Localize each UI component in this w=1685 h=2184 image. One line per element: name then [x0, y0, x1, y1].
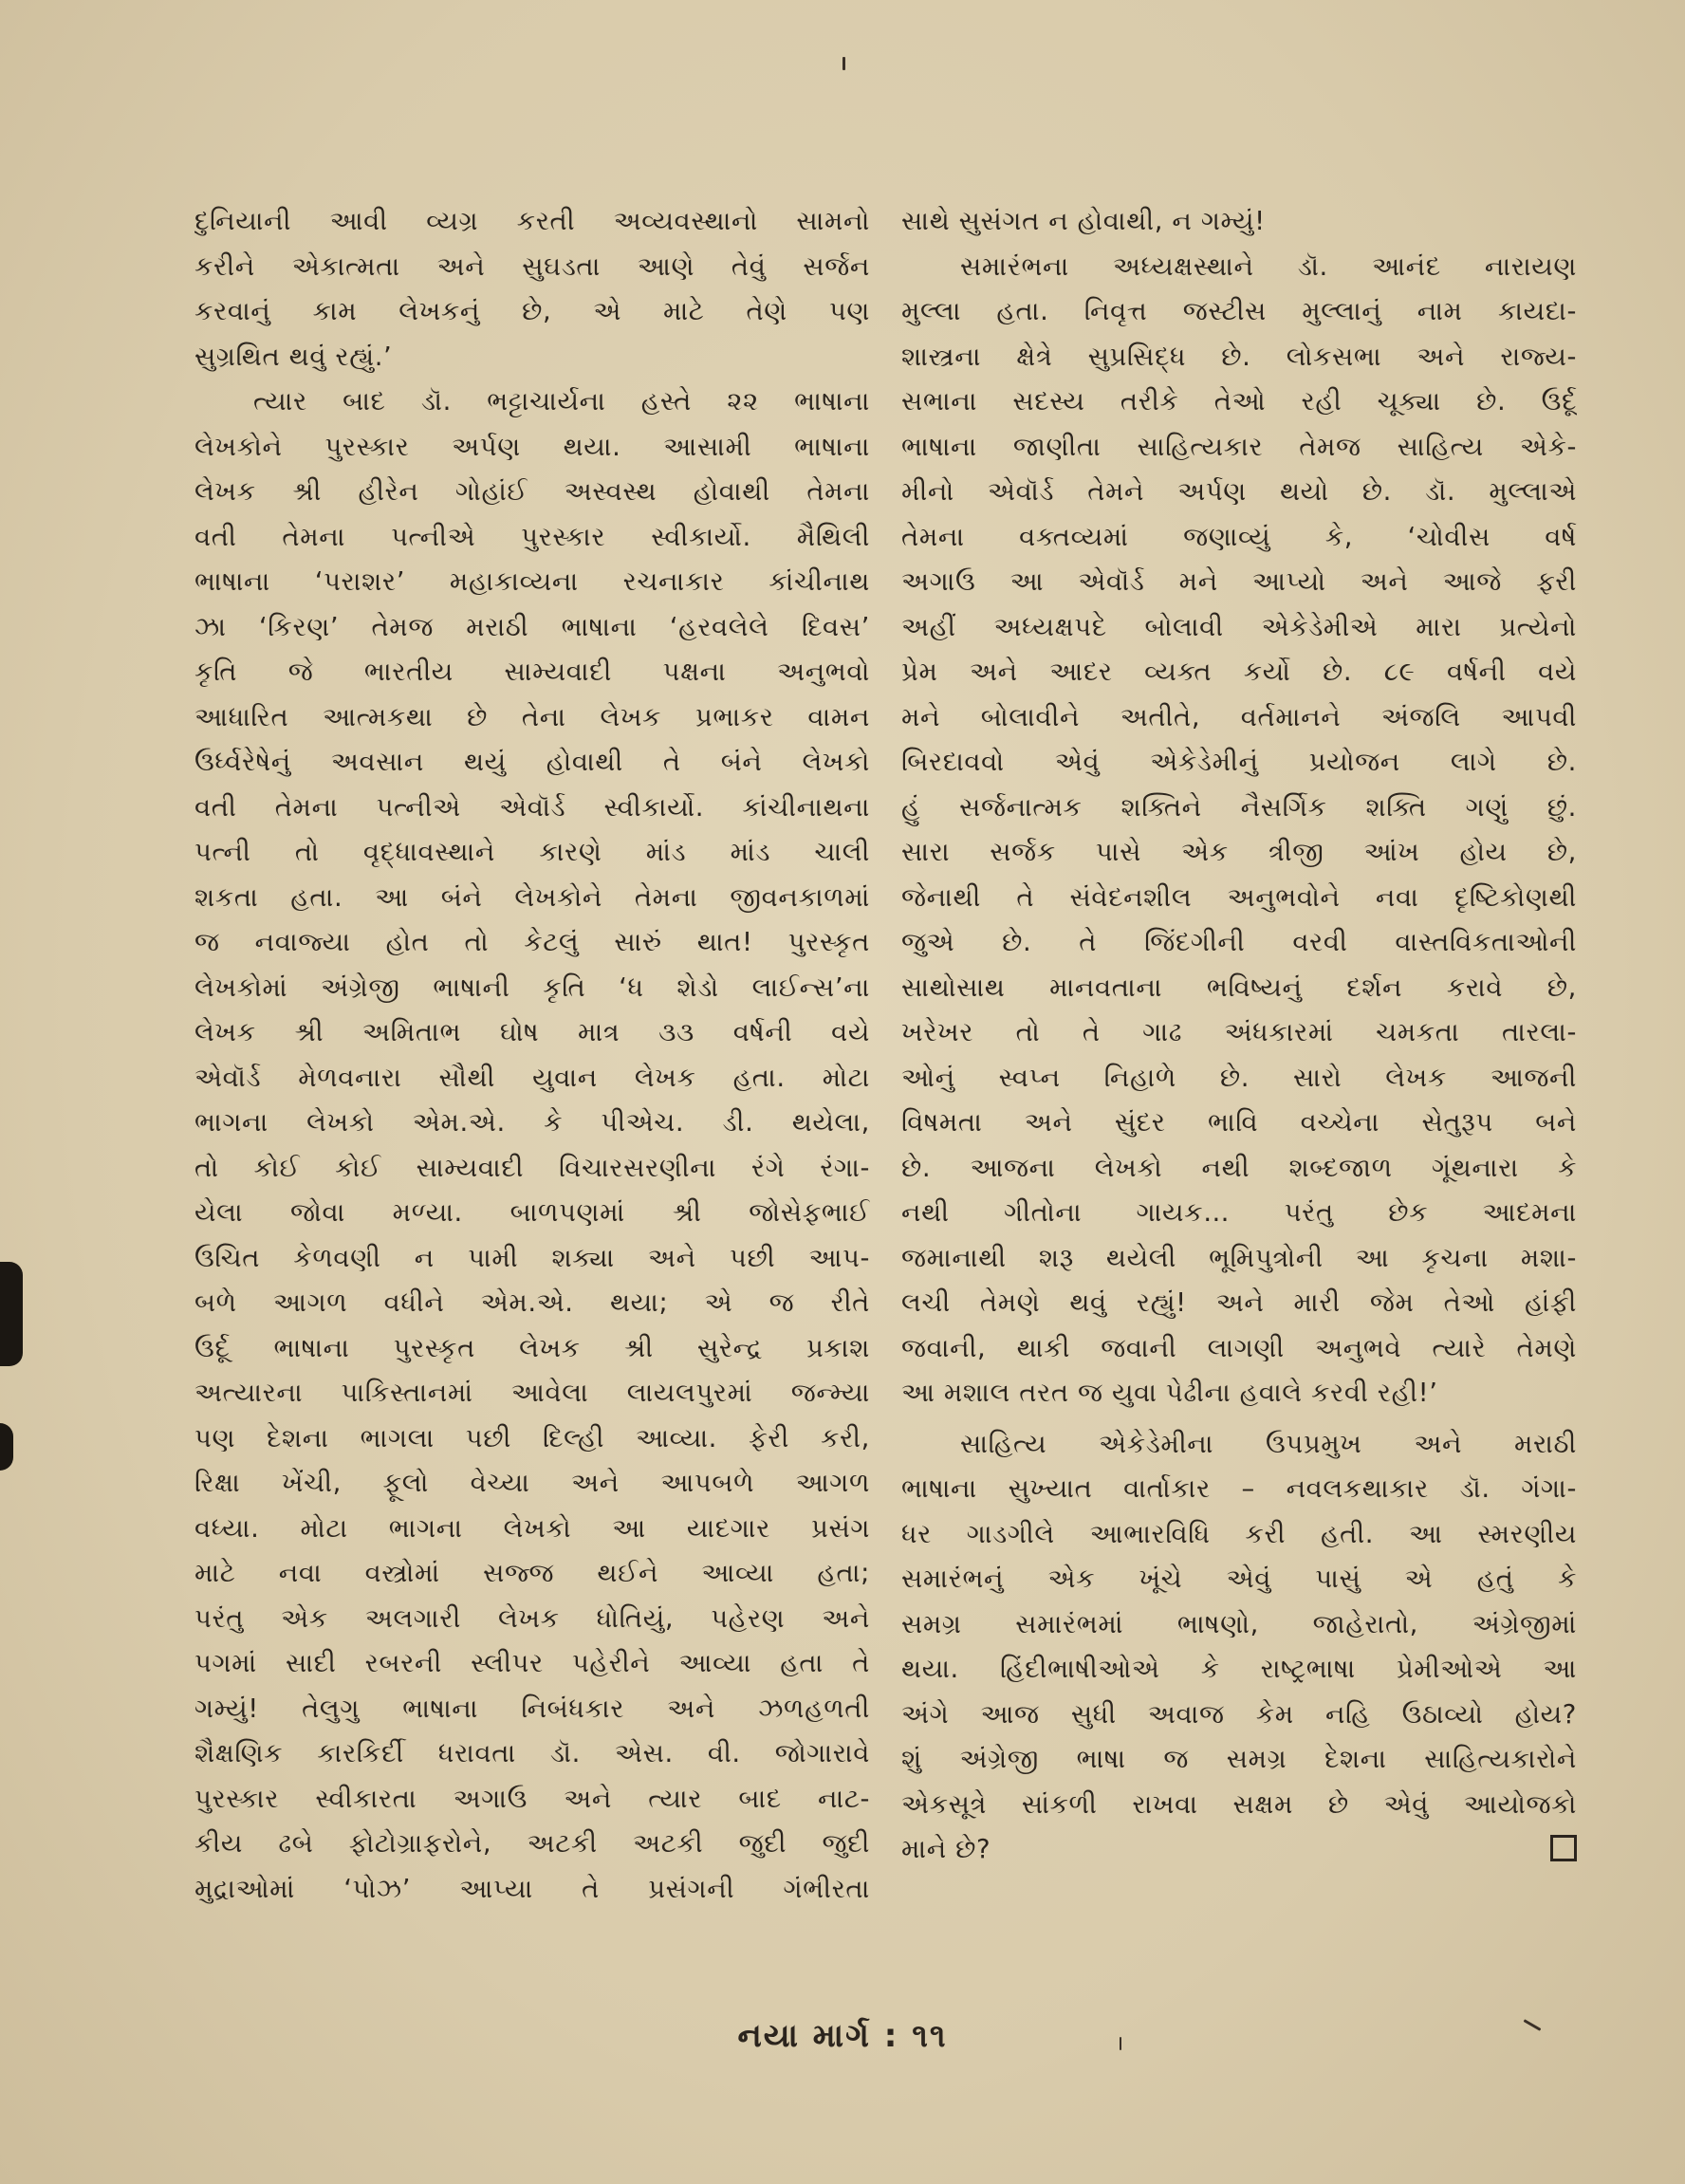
text-line: કૃતિ જે ભારતીય સામ્યવાદી પક્ષના અનુભવો — [194, 657, 870, 687]
text-line: તેમના વક્તવ્યમાં જણાવ્યું કે, ‘ચોવીસ વર્ષ — [901, 521, 1577, 552]
right-column-lines — [901, 199, 1577, 1827]
text-line: એકસૂત્રે સાંકળી રાખવા સક્ષમ છે એવું આયોજકો — [901, 1788, 1577, 1820]
text-line: અત્યારના પાકિસ્તાનમાં આવેલા લાયલપુરમાં જન્મ્યા — [194, 1378, 870, 1408]
page-footer: નયા માર્ગ : ૧૧ — [737, 2017, 948, 2055]
text-line: ભાષાના સુખ્યાત વાર્તાકાર – નવલકથાકાર ડૉ. ગંગા- — [901, 1473, 1577, 1504]
text-line: સાહિત્ય એકેડેમીના ઉપપ્રમુખ અને મરાઠી — [960, 1428, 1577, 1459]
text-line: પત્ની તો વૃદ્ધાવસ્થાને કારણે માંડ માંડ ચાલી — [194, 837, 870, 867]
text-line: કરવાનું કામ લેખકનું છે, એ માટે તેણે પણ — [194, 296, 870, 326]
text-line: લેખક શ્રી હીરેન ગોહાંઈ અસ્વસ્થ હોવાથી તેમના — [194, 476, 870, 507]
text-line: સાથોસાથ માનવતાના ભવિષ્યનું દર્શન કરાવે છે, — [901, 972, 1577, 1003]
text-line: રિક્ષા ખેંચી, ફૂલો વેચ્યા અને આપબળે આગળ — [194, 1468, 870, 1498]
text-line: વતી તેમના પત્નીએ પુરસ્કાર સ્વીકાર્યો. મૈથિલી — [194, 521, 870, 552]
text-line: શું અંગ્રેજી ભાષા જ સમગ્ર દેશના સાહિત્યકારોને — [901, 1744, 1577, 1774]
text-line: ભાષાના જાણીતા સાહિત્યકાર તેમજ સાહિત્ય એકે- — [901, 431, 1577, 462]
text-line: સભાના સદસ્ય તરીકે તેઓ રહી ચૂક્યા છે. ઉર્દૂ — [901, 386, 1577, 416]
text-line: સારા સર્જક પાસે એક ત્રીજી આંખ હોય છે, — [901, 837, 1577, 867]
text-line: ભાગના લેખકો એમ.એ. કે પીએચ. ડી. થયેલા, — [194, 1107, 870, 1138]
text-line: નથી ગીતોના ગાયક… પરંતુ છેક આદમના — [901, 1197, 1577, 1228]
text-line: દુનિયાની આવી વ્યગ્ર કરતી અવ્યવસ્થાનો સામનો — [194, 206, 870, 236]
left-column — [194, 199, 870, 1912]
text-line: જુએ છે. તે જિંદગીની વરવી વાસ્તવિકતાઓની — [901, 927, 1577, 957]
text-line: આ મશાલ તરત જ યુવા પેઢીના હવાલે કરવી રહી!’ — [901, 1378, 1438, 1408]
text-line: છે. આજના લેખકો નથી શબ્દજાળ ગૂંથનારા કે — [901, 1152, 1577, 1183]
text-line: સમારંભના અધ્યક્ષસ્થાને ડૉ. આનંદ નારાયણ — [960, 250, 1577, 282]
paper-speck — [842, 57, 845, 70]
text-line: સાથે સુસંગત ન હોવાથી, ન ગમ્યું! — [901, 206, 1266, 236]
text-line: બિરદાવવો એવું એકેડેમીનું પ્રયોજન લાગે છે. — [901, 747, 1577, 777]
text-line: બળે આગળ વધીને એમ.એ. થયા; એ જ રીતે — [194, 1287, 870, 1318]
text-line: ઉર્દૂ ભાષાના પુરસ્કૃત લેખક શ્રી સુરેન્દ્ર પ્રકાશ — [194, 1332, 870, 1363]
text-line: ઉર્ધ્વરેષેનું અવસાન થયું હોવાથી તે બંને લેખકો — [194, 747, 870, 777]
binding-damage — [0, 1262, 23, 1366]
text-line: જવાની, થાકી જવાની લાગણી અનુભવે ત્યારે તેમણે — [901, 1332, 1577, 1363]
text-line: સમગ્ર સમારંભમાં ભાષણો, જાહેરાતો, અંગ્રેજીમાં — [901, 1608, 1577, 1639]
binding-damage — [0, 1423, 13, 1471]
text-line: માને છે? — [901, 1834, 991, 1864]
text-line: અહીં અધ્યક્ષપદે બોલાવી એકેડેમીએ મારા પ્રત્યેનો — [901, 611, 1577, 642]
text-line: લેખક શ્રી અમિતાભ ઘોષ માત્ર ૩૩ વર્ષની વયે — [194, 1017, 870, 1047]
text-line: પણ દેશના ભાગલા પછી દિલ્હી આવ્યા. ફેરી કરી, — [194, 1422, 870, 1453]
text-line: વતી તેમના પત્નીએ એવૉર્ડ સ્વીકાર્યો. કાંચીનાથના — [194, 791, 870, 823]
text-line: લચી તેમણે થવું રહ્યું! અને મારી જેમ તેઓ હાંફી — [901, 1287, 1577, 1318]
text-line: કીય ઢબે ફોટોગ્રાફરોને, અટકી અટકી જુદી જુદી — [194, 1828, 870, 1859]
text-line: પગમાં સાદી રબરની સ્લીપર પહેરીને આવ્યા હતા તે — [194, 1648, 870, 1678]
text-line: પરંતુ એક અલગારી લેખક ધોતિયું, પહેરણ અને — [194, 1602, 870, 1634]
text-line: યેલા જોવા મળ્યા. બાળપણમાં શ્રી જોસેફભાઈ — [194, 1197, 870, 1228]
text-line: લેખકોને પુરસ્કાર અર્પણ થયા. આસામી ભાષાના — [194, 431, 870, 462]
text-line: પ્રેમ અને આદર વ્યક્ત કર્યો છે. ૮૯ વર્ષની વયે — [901, 657, 1577, 687]
text-line: થયા. હિંદીભાષીઓએ કે રાષ્ટ્રભાષા પ્રેમીઓએ આ — [901, 1654, 1577, 1684]
text-line: ઓનું સ્વપ્ન નિહાળે છે. સારો લેખક આજની — [901, 1062, 1577, 1093]
text-line: પુરસ્કાર સ્વીકારતા અગાઉ અને ત્યાર બાદ નાટ- — [194, 1783, 870, 1814]
text-line: ઝા ‘કિરણ’ તેમજ મરાઠી ભાષાના ‘હરવલેલે દિવસ’ — [194, 611, 870, 642]
end-of-article-box-icon — [1550, 1835, 1577, 1861]
text-line: ભાષાના ‘પરાશર’ મહાકાવ્યના રચનાકાર કાંચીનાથ — [194, 566, 870, 597]
text-line: જમાનાથી શરૂ થયેલી ભૂમિપુત્રોની આ કૃચના મશા- — [901, 1242, 1577, 1273]
text-line: આધારિત આત્મકથા છે તેના લેખક પ્રભાકર વામન — [194, 701, 870, 732]
text-line: મીનો એવૉર્ડ તેમને અર્પણ થયો છે. ડૉ. મુલ્લાએ — [901, 476, 1577, 507]
text-line: વિષમતા અને સુંદર ભાવિ વચ્ચેના સેતુરૂપ બને — [901, 1107, 1577, 1138]
text-line: વધ્યા. મોટા ભાગના લેખકો આ યાદગાર પ્રસંગ — [194, 1512, 870, 1544]
text-line: કરીને એકાત્મતા અને સુઘડતા આણે તેવું સર્જન — [194, 250, 870, 282]
right-column — [901, 199, 1577, 1873]
text-line: મુલ્લા હતા. નિવૃત્ત જસ્ટીસ મુલ્લાનું નામ કાયદા- — [901, 296, 1577, 326]
text-line: સમારંભનું એક ખૂંચે એવું પાસું એ હતું કે — [901, 1564, 1577, 1594]
text-line: અગાઉ આ એવૉર્ડ મને આપ્યો અને આજે ફરી — [901, 566, 1577, 597]
text-line: માટે નવા વસ્ત્રોમાં સજ્જ થઈને આવ્યા હતા; — [194, 1558, 870, 1588]
text-line: ત્યાર બાદ ડૉ. ભટ્ટાચાર્યના હસ્તે ૨૨ ભાષાના — [253, 386, 870, 416]
text-line: શાસ્ત્રના ક્ષેત્રે સુપ્રસિદ્ધ છે. લોકસભા અને રાજ્ય- — [901, 341, 1577, 372]
text-line: ખરેખર તો તે ગાઢ અંધકારમાં ચમકતા તારલા- — [901, 1017, 1577, 1047]
text-line: મને બોલાવીને અતીતે, વર્તમાનને અંજલિ આપવી — [901, 701, 1577, 732]
text-line: અંગે આજ સુધી અવાજ કેમ નહિ ઉઠાવ્યો હોય? — [901, 1698, 1577, 1730]
text-line: જ નવાજ્યા હોત તો કેટલું સારું થાત! પુરસ્કૃત — [194, 927, 870, 957]
text-line: જેનાથી તે સંવેદનશીલ અનુભવોને નવા દૃષ્ટિકોણથી — [901, 881, 1577, 913]
text-line: ઉચિત કેળવણી ન પામી શક્યા અને પછી આપ- — [194, 1242, 870, 1273]
text-line: તો કોઈ કોઈ સામ્યવાદી વિચારસરણીના રંગે રંગા- — [194, 1152, 870, 1183]
text-line: મુદ્રાઓમાં ‘પોઝ’ આપ્યા તે પ્રસંગની ગંભીરતા — [194, 1873, 870, 1904]
text-line: લેખકોમાં અંગ્રેજી ભાષાની કૃતિ ‘ધ શેડો લાઈન્સ’ના — [194, 972, 870, 1003]
text-line: ધર ગાડગીલે આભારવિધિ કરી હતી. આ સ્મરણીય — [901, 1518, 1577, 1549]
text-line: સુગ્રથિત થવું રહ્યું.’ — [194, 341, 393, 372]
text-line: હું સર્જનાત્મક શક્તિને નૈસર્ગિક શક્તિ ગણું છું. — [901, 791, 1577, 823]
text-line: શકતા હતા. આ બંને લેખકોને તેમના જીવનકાળમાં — [194, 881, 870, 913]
text-line: શૈક્ષણિક કારકિર્દી ધરાવતા ડૉ. એસ. વી. જોગારાવે — [194, 1738, 870, 1768]
text-line: એવૉર્ડ મેળવનારા સૌથી યુવાન લેખક હતા. મોટા — [194, 1062, 870, 1093]
closing-line — [901, 1827, 1577, 1873]
text-line: ગમ્યું! તેલુગુ ભાષાના નિબંધકાર અને ઝળહળતી — [194, 1693, 870, 1724]
